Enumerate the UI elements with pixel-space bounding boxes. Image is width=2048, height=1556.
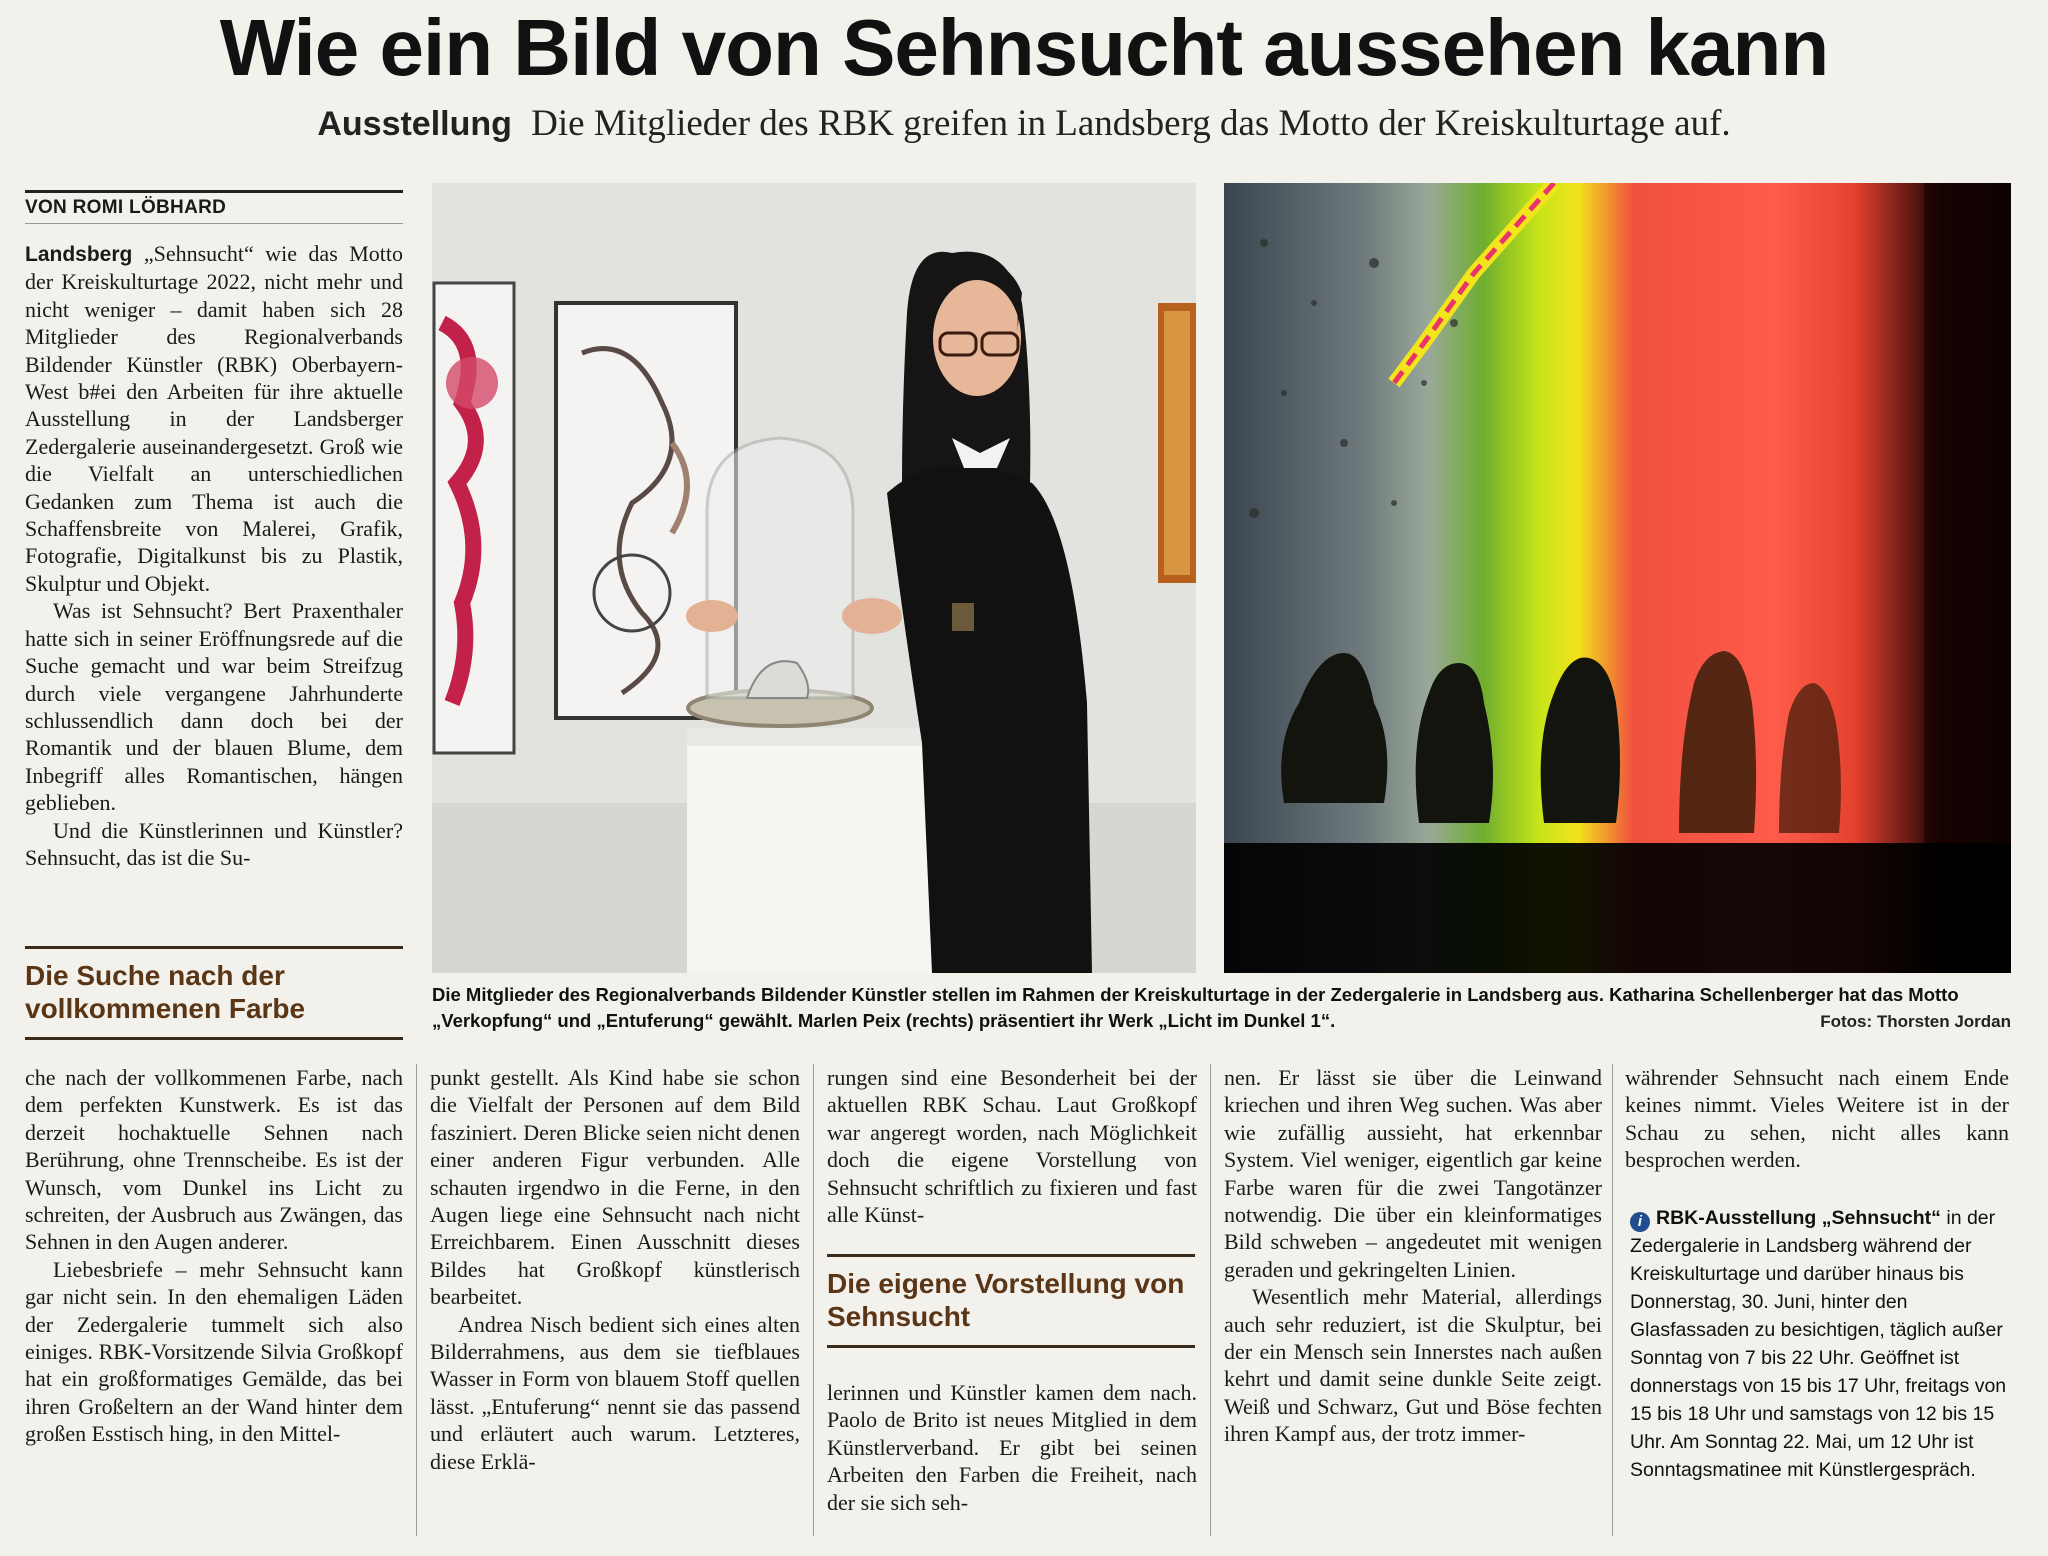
byline: VON ROMI LÖBHARD bbox=[25, 190, 403, 224]
article-column-3b bbox=[827, 1379, 1197, 1516]
paragraph: währender Sehnsucht nach einem Ende keines nimmt. Vieles Weitere ist in der Schau zu sehen, nicht alles kann besprochen werden. bbox=[1625, 1065, 2009, 1173]
subline-text: Die Mitglieder des RBK greifen in Landsberg das Motto der Kreiskulturtage auf. bbox=[531, 103, 1731, 144]
exhibition-photo-illustration bbox=[432, 183, 1196, 973]
info-box-text: in der Zedergalerie in Landsberg während der Kreiskulturtage und darüber hinaus bis Donnerstag, 30. Juni, hinter den Glasfassaden zu besichtigen, täglich außer Sonntag von 7 bis 22 Uhr. Geöffnet ist donnerstags von 15 bis 17 Uhr, freitags von 15 bis 18 Uhr und samstags von 12 bis 15 Uhr. Am Sonntag 22. Mai, um 12 Uhr ist Sonntagsmatinee mit Künstlergespräch. bbox=[1630, 1207, 2007, 1481]
caption-text: Die Mitglieder des Regionalverbands Bildender Künstler stellen im Rahmen der Kreiskulturtage in der Zedergalerie in Landsberg aus. Katharina Schellenberger hat das Motto „Verkopfung“ und „Entuferung“ gewählt. Marlen Peix (rechts) präsentiert ihr Werk „Licht im Dunkel 1“. bbox=[432, 984, 1959, 1031]
paragraph: che nach der vollkommenen Farbe, nach dem perfekten Kunstwerk. Es ist das derzeit hochaktuelle Sehnen nach Berührung, ohne Trennscheibe. Es ist der Wunsch, vom Dunkel ins Licht zu schreiten, der Ausbruch aus Zwängen, das Sehnen in den Augen anderer. bbox=[25, 1065, 403, 1255]
artwork-photo-licht-im-dunkel bbox=[1224, 183, 2011, 973]
subheading: Die eigene Vorstellung von Sehnsucht bbox=[827, 1254, 1195, 1348]
paragraph: Und die Künstlerinnen und Künstler? Sehnsucht, das ist die Su- bbox=[25, 817, 403, 870]
column-divider bbox=[416, 1064, 417, 1536]
paragraph: punkt gestellt. Als Kind habe sie schon die Vielfalt der Personen auf dem Bild fasziniert. Deren Blicke seien nicht denen einer anderen Figur verbunden. Alle schauten irgendwo in die Ferne, in den Augen liege eine Sehnsucht nach nicht Erreichbarem. Einen Ausschnitt dieses Bildes hat Großkopf künstlerisch bearbeitet. bbox=[430, 1065, 800, 1310]
subline bbox=[0, 102, 2048, 145]
photo-credit: Fotos: Thorsten Jordan bbox=[1820, 1012, 2011, 1031]
subheading: Die Suche nach der vollkommenen Farbe bbox=[25, 946, 403, 1040]
article-column-1b bbox=[25, 1064, 403, 1448]
article-column-2 bbox=[430, 1064, 800, 1475]
article-column-1 bbox=[25, 240, 403, 871]
artwork-illustration bbox=[1224, 183, 2011, 973]
paragraph-text: „Sehnsucht“ wie das Motto der Kreiskulturtage 2022, nicht mehr und nicht weniger – damit haben sich 28 Mitglieder des Regionalverbands Bildender Künstler (RBK) Oberbayern-West b#ei den Arbeiten für ihre aktuelle Ausstellung in der Landsberger Zedergalerie auseinandergesetzt. Groß wie die Vielfalt an unterschiedlichen Gedanken zum Thema ist auch die Schaffensbreite von Malerei, Grafik, Fotografie, Digitalkunst bis zu Plastik, Skulptur und Objekt. bbox=[25, 241, 403, 596]
paragraph: Was ist Sehnsucht? Bert Praxenthaler hatte sich in seiner Eröffnungsrede auf die Suche gemacht und war beim Streifzug durch viele vergangene Jahrhunderte schlussendlich dann doch bei der Romantik und der blauen Blume, dem Inbegriff alles Romantischen, hängen geblieben. bbox=[25, 598, 403, 816]
dateline: Landsberg bbox=[25, 243, 133, 266]
info-box-heading: RBK-Ausstellung „Sehnsucht“ bbox=[1656, 1207, 1941, 1229]
exhibition-photo bbox=[432, 183, 1196, 973]
paragraph bbox=[25, 240, 403, 597]
article-column-3 bbox=[827, 1064, 1197, 1228]
paragraph: Liebesbriefe – mehr Sehnsucht kann gar nicht sein. In den ehemaligen Läden der Zedergalerie tummelt sich also einiges. RBK-Vorsitzende Silvia Großkopf hat ein großformatiges Gemälde, das bei ihren Großeltern an der Wand hinter dem großen Esstisch hing, in den Mittel- bbox=[25, 1256, 403, 1447]
paragraph: lerinnen und Künstler kamen dem nach. Paolo de Brito ist neues Mitglied in dem Künstlerverband. Er gibt bei seinen Arbeiten den Farben die Freiheit, nach der sie sich seh- bbox=[827, 1380, 1197, 1515]
headline: Wie ein Bild von Sehnsucht aussehen kann bbox=[219, 3, 1829, 92]
info-icon: i bbox=[1630, 1212, 1650, 1232]
article-column-5 bbox=[1625, 1064, 2009, 1174]
paragraph: Wesentlich mehr Material, allerdings auch sehr reduziert, ist die Skulptur, bei der ein Mensch sein Innerstes nach außen kehrt und damit seine dunkle Seite zeigt. Weiß und Schwarz, Gut und Böse fechten ihren Kampf aus, der trotz immer- bbox=[1224, 1284, 1602, 1447]
paragraph: rungen sind eine Besonderheit bei der aktuellen RBK Schau. Laut Großkopf war angeregt worden, nach Möglichkeit doch die eigene Vorstellung von Sehnsucht schriftlich zu fixieren und fast alle Künst- bbox=[827, 1065, 1197, 1228]
paragraph: Andrea Nisch bedient sich eines alten Bilderrahmens, aus dem sie tiefblaues Wasser in Form von blauem Stoff quellen lässt. „Entuferung“ nennt sie das passend und erläutert auch warum. Letzteres, diese Erklä- bbox=[430, 1311, 800, 1474]
column-divider bbox=[813, 1064, 814, 1536]
column-divider bbox=[1612, 1064, 1613, 1536]
paragraph: nen. Er lässt sie über die Leinwand kriechen und ihren Weg suchen. Was aber wie zufällig aussieht, hat erkennbar System. Viel weniger, eigentlich gar keine Farbe waren für die zwei Tangotänzer notwendig. Die über ein kleinformatiges Bild schweben – angedeutet mit wenigen geraden und gekringelten Linien. bbox=[1224, 1065, 1602, 1282]
subline-kicker: Ausstellung bbox=[317, 105, 512, 143]
article-column-4 bbox=[1224, 1064, 1602, 1448]
info-box bbox=[1630, 1204, 2010, 1484]
photo-caption bbox=[432, 982, 2012, 1034]
column-divider bbox=[1210, 1064, 1211, 1536]
